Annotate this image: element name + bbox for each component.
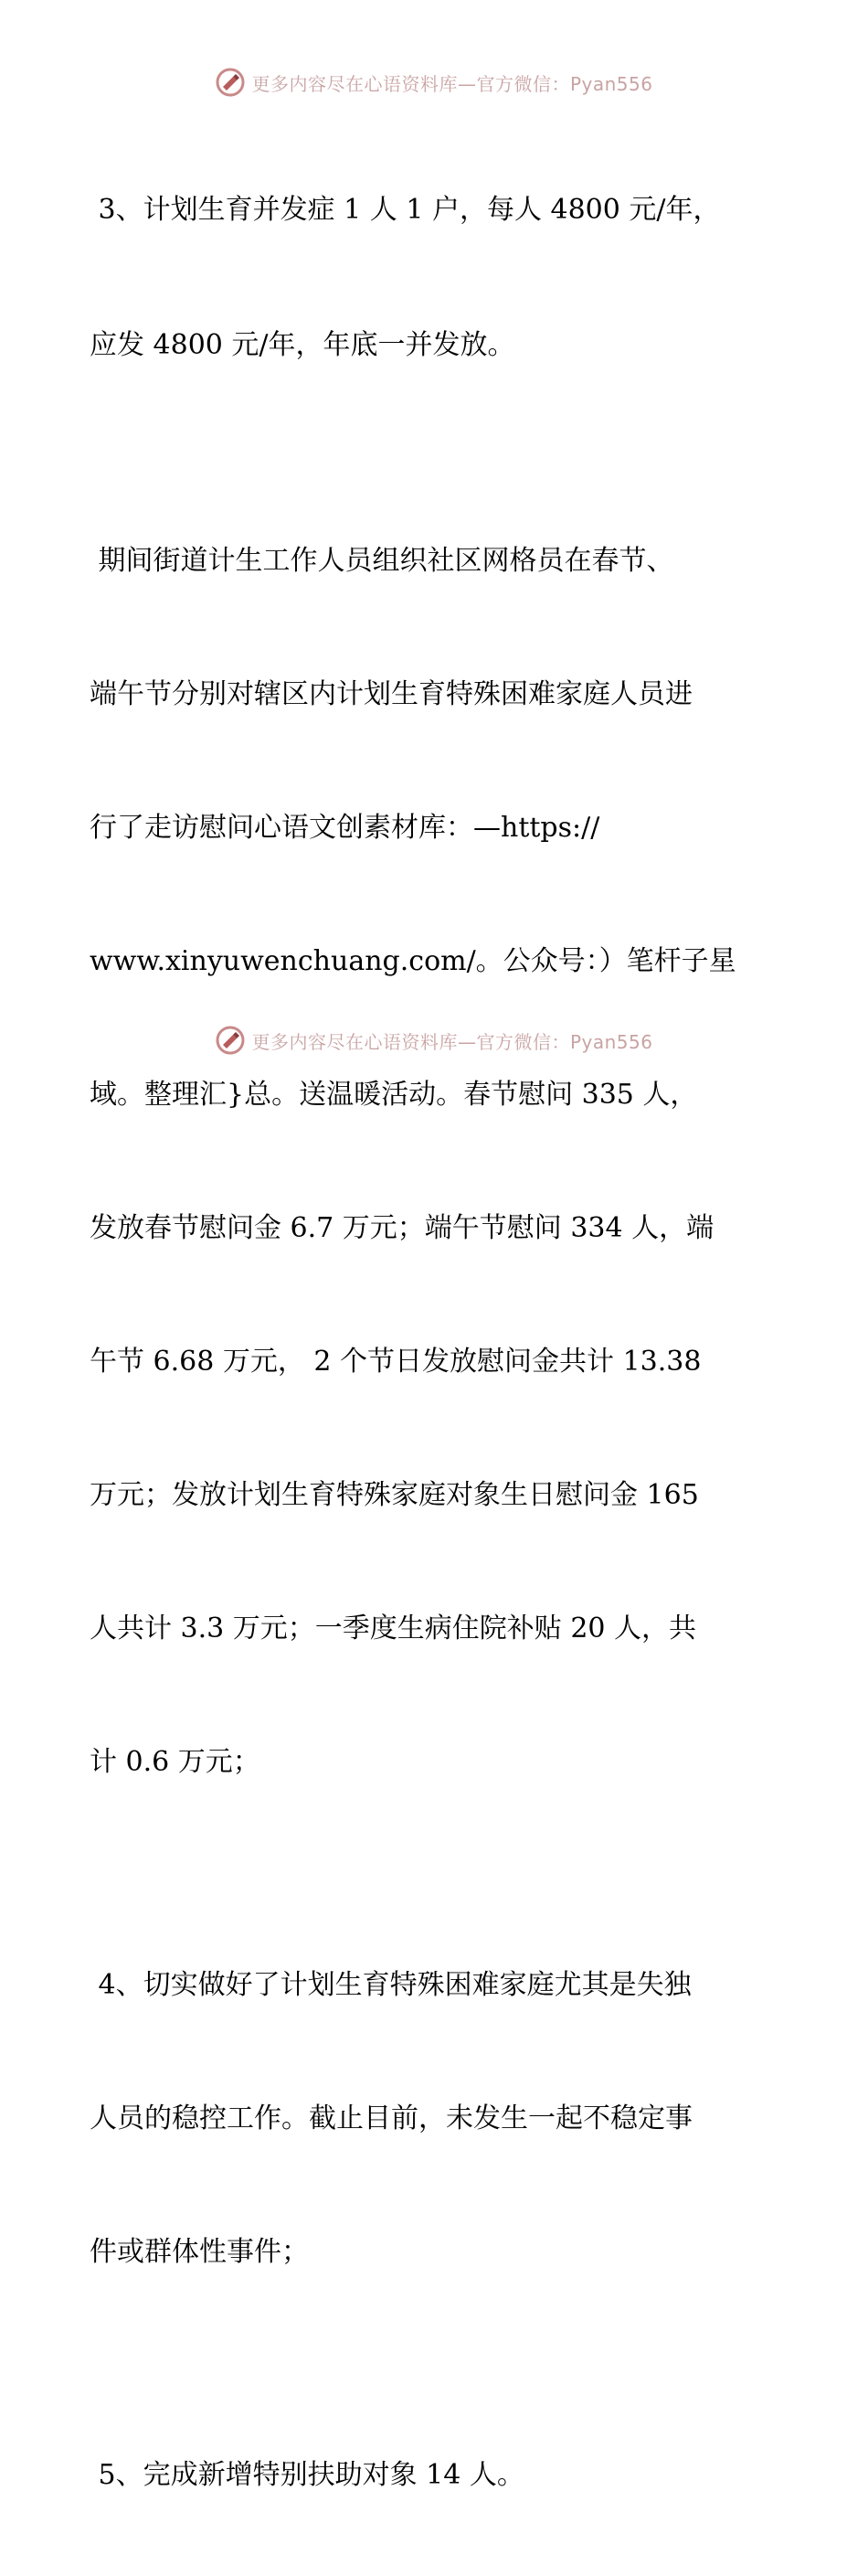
text-line: 行了走访慰问心语文创素材库：—https://: [90, 812, 600, 844]
text-line: 端午节分别对辖区内计划生育特殊困难家庭人员进: [90, 678, 693, 710]
text-line: 万元；发放计划生育特殊家庭对象生日慰问金 165: [90, 1479, 699, 1511]
paragraph-4: [90, 2375, 784, 2576]
text-line: 域。整理汇}总。送温暖活动。春节慰问 335 人，: [90, 1079, 698, 1111]
watermark-text: 更多内容尽在心语资料库—官方微信：Pyan556: [251, 1030, 653, 1053]
text-line: 期间街道计生工作人员组织社区网格员在春节、: [90, 545, 674, 577]
seal-logo-icon: [215, 1025, 246, 1056]
text-line: 发放春节慰问金 6.7 万元；端午节慰问 334 人，端: [90, 1212, 715, 1244]
paragraph-1: [90, 110, 784, 446]
text-line: 计 0.6 万元；: [90, 1746, 260, 1778]
text-line: 4、切实做好了计划生育特殊困难家庭尤其是失独: [90, 1969, 692, 2001]
text-line: 3、计划生育并发症 1 人 1 户，每人 4800 元/年，: [90, 194, 721, 226]
text-line: 午节 6.68 万元， 2 个节日发放慰问金共计 13.38: [90, 1346, 702, 1378]
paragraph-2: [90, 461, 784, 1863]
text-line: 人员的稳控工作。截止目前，未发生一起不稳定事: [90, 2102, 693, 2134]
text-line: 件或群体性事件；: [90, 2236, 309, 2268]
text-line: www.xinyuwenchuang.com/。公众号：）笔杆子星: [90, 945, 736, 977]
text-line: 人共计 3.3 万元；一季度生病住院补贴 20 人，共: [90, 1613, 697, 1645]
watermark-text: 更多内容尽在心语资料库—官方微信：Pyan556: [251, 72, 653, 95]
watermark-header: [0, 64, 868, 101]
paragraph-3: [90, 1885, 784, 2353]
watermark-footer: [0, 1022, 868, 1059]
seal-logo-icon: [215, 67, 246, 98]
text-line: 应发 4800 元/年，年底一并发放。: [90, 329, 515, 361]
document-body: [90, 110, 784, 2576]
text-line: 5、完成新增特别扶助对象 14 人。: [90, 2459, 524, 2491]
